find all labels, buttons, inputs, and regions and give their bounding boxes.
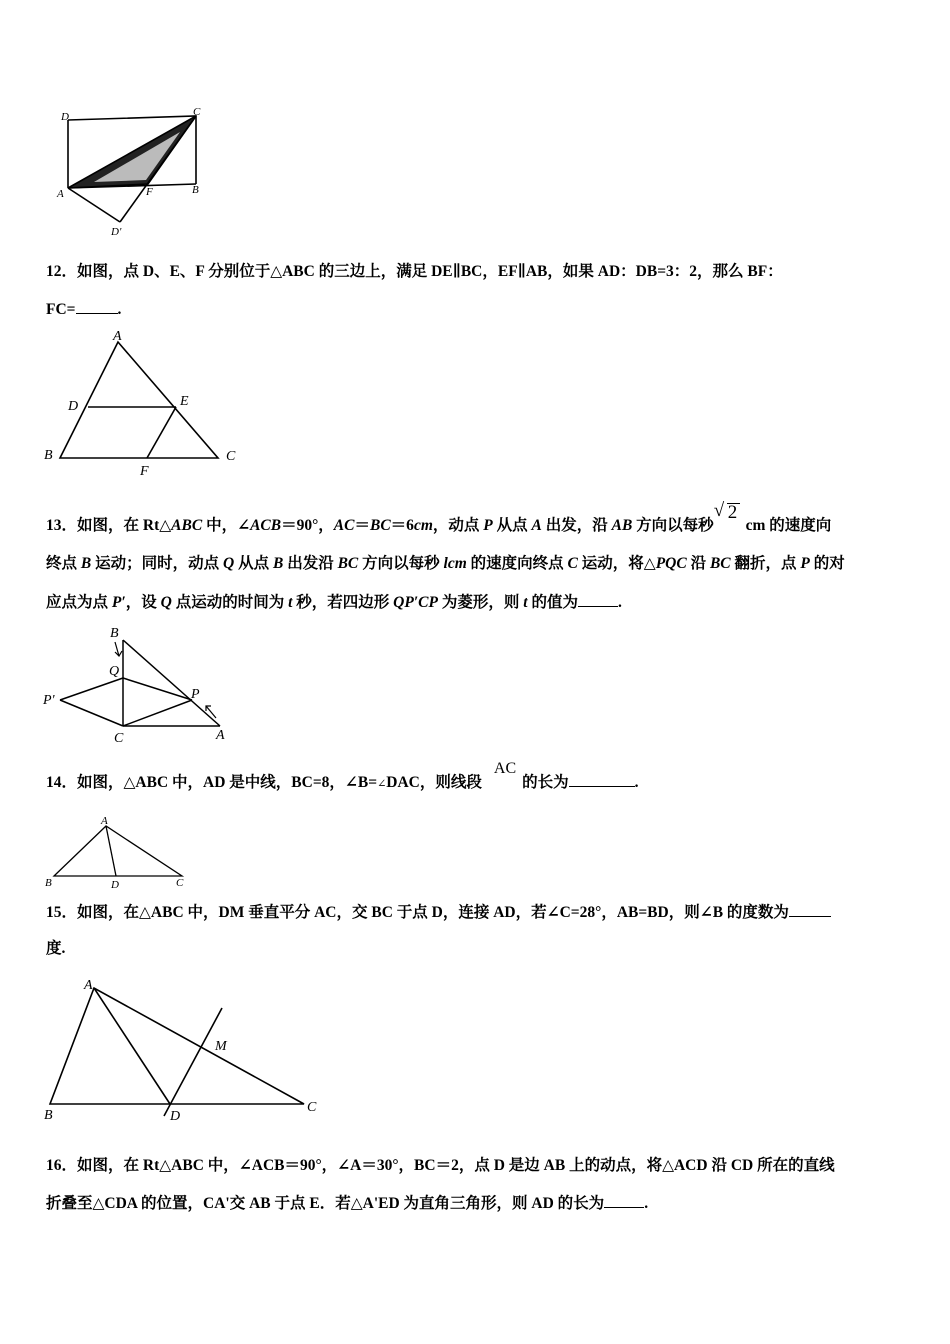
q13-t: ACB [250,517,282,534]
q15-line2 [46,939,65,959]
sqrt-2 [713,500,742,524]
q13-t: ABC [171,517,203,534]
q13-t: BC [369,517,391,534]
q13-t: 从点 [492,517,532,534]
q13-t: cm [413,517,433,534]
q13-t: QP′CP [393,594,438,611]
label-A: A [113,329,122,344]
q14-text: 如图，△ABC 中，AD 是中线，BC=8，∠B= [77,774,378,791]
q13-t: ，动点 [432,517,484,534]
label-A: A [57,188,64,200]
q16-text-1: 如图，在 Rt△ABC 中，∠ACB＝90°，∠A＝30°，BC＝2，点 D 是边 AB 上的动点，将△ACD 沿 CD 所在的直线 [77,1157,835,1174]
q15-text-2: 度. [46,940,66,957]
q13-t: BC [337,555,359,572]
q12-line1 [46,262,783,282]
q15-line1 [46,902,831,923]
label-P-prime: P' [43,693,55,708]
q13-t: 中，∠ [202,517,251,534]
label-F: F [146,186,153,198]
q13-t: 沿 [686,555,710,572]
figure-q13 [42,622,242,752]
label-C: C [193,106,201,118]
figure-q11 [52,104,222,244]
label-B: B [44,1108,53,1123]
q14-text: 的长为 [522,774,569,791]
q16-line1 [46,1156,835,1176]
q13-number: 13． [46,517,78,534]
q16-text-2: 折叠至△CDA 的位置，CA'交 AB 于点 E．若△A'ED 为直角三角形，则 AD 的长为 [46,1195,605,1212]
q13-t: 运动，将△ [577,555,656,572]
q13-t: . [617,594,622,611]
q13-t: ＝90°， [281,517,334,534]
label-P: P [191,687,200,702]
q15-answer-blank[interactable] [789,902,831,917]
q13-line3 [46,592,622,613]
q13-t: 如图，在 Rt△ [77,517,172,534]
q12-number: 12． [46,263,78,280]
q13-t: lcm [443,555,467,572]
figure-q14 [44,814,194,890]
q14-segment-AC: AC [493,760,517,777]
q13-t: P [483,517,493,534]
q16-number: 16． [46,1157,78,1174]
q13-t: ＝6 [390,517,414,534]
q14-answer-blank[interactable] [569,772,635,787]
q13-t: 为菱形，则 [437,594,524,611]
q13-t: 从点 [234,555,273,572]
label-D: D [61,111,69,123]
q13-t: AB [611,517,633,534]
q13-t: 出发沿 [283,555,338,572]
label-A: A [101,815,108,827]
label-D: D [111,879,119,891]
q15-number: 15． [46,904,78,921]
q13-answer-blank[interactable] [578,592,618,607]
label-C: C [307,1100,317,1115]
sqrt-radical: √ [713,500,725,521]
q13-t: ＝ [354,517,370,534]
q13-t: t [523,594,528,611]
q13-t: 方向以每秒 [632,517,714,534]
label-A: A [216,728,225,743]
label-C: C [226,449,236,464]
q13-t: 点运动的时间为 [171,594,289,611]
q14-line1 [46,760,639,794]
figure-q15 [42,974,332,1134]
q13-line1 [46,500,832,536]
q16-answer-blank[interactable] [604,1193,644,1208]
q15-text-1: 如图，在△ABC 中，DM 垂直平分 AC，交 BC 于点 D，连接 AD，若∠C=28°，AB=BD，则∠B 的度数为 [77,904,789,921]
label-M: M [215,1039,227,1054]
q13-t: 方向以每秒 [358,555,444,572]
q13-t: C [567,555,578,572]
q13-t: t [288,594,293,611]
q13-t: 运动；同时，动点 [91,555,223,572]
q13-t: 的对 [809,555,845,572]
q13-t: 应点为点 [46,594,112,611]
q13-t: 的速度向终点 [466,555,568,572]
q12-text-2: FC= [46,301,76,318]
q13-t: P′ [111,594,126,611]
q13-t: 出发，沿 [541,517,612,534]
q16-text-3: . [644,1195,649,1212]
q13-t: 的值为 [527,594,578,611]
q13-t: A [531,517,542,534]
q14-text: . [634,774,639,791]
q16-line2 [46,1193,648,1214]
q13-t: Q [223,555,235,572]
sqrt-value: 2 [727,502,738,523]
q13-t: B [272,555,284,572]
q12-text-3: . [117,301,122,318]
q13-t: P [800,555,810,572]
q13-t: BC [709,555,731,572]
label-A: A [84,978,93,993]
q13-t: 秒，若四边形 [292,594,394,611]
label-C: C [114,731,124,746]
q13-t: B [80,555,92,572]
q12-answer-blank[interactable] [76,299,118,314]
q13-t: cm 的速度向 [741,517,832,534]
q13-t: 翻折，点 [730,555,801,572]
label-B: B [44,448,53,463]
q13-t: ，设 [125,594,161,611]
q13-t: AC [333,517,355,534]
q13-line2 [46,554,845,574]
label-B: B [45,877,52,889]
label-F: F [140,464,149,479]
q13-t: Q [160,594,172,611]
label-D: D [170,1109,181,1124]
q14-text: DAC，则线段 [386,774,482,791]
label-C: C [176,877,184,889]
q14-angle-small: ∠ [377,778,387,790]
q12-text-1: 如图，点 D、E、F 分别位于△ABC 的三边上，满足 DE∥BC，EF∥AB，如果 AD：DB=3：2，那么 BF： [77,263,783,280]
q14-number: 14． [46,774,78,791]
label-E: E [180,394,189,409]
q13-t: 终点 [46,555,81,572]
label-Q: Q [109,664,120,679]
label-B: B [192,184,199,196]
label-D: D [68,399,79,414]
label-B: B [110,626,119,641]
figure-q12 [40,328,250,478]
q12-line2 [46,299,121,320]
q13-t: PQC [655,555,687,572]
label-D-prime: D' [111,226,122,238]
